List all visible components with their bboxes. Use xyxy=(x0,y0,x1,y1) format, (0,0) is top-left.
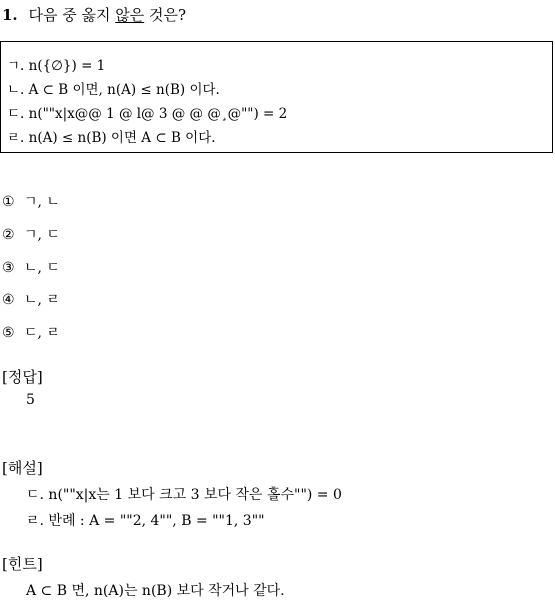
question-text-after: 것은? xyxy=(144,6,186,24)
choice-4-text: ㄴ, ㄹ xyxy=(24,292,60,308)
choice-2-text: ㄱ, ㄷ xyxy=(24,227,60,243)
explanation-line-2: ㄹ. 반례 : A = ""2, 4"", B = ""1, 3"" xyxy=(26,513,265,529)
choice-4-mark: ④ xyxy=(2,292,15,308)
choice-2-mark: ② xyxy=(2,227,15,243)
hint-text: A ⊂ B 면, n(A)는 n(B) 보다 작거나 같다. xyxy=(26,583,285,599)
explanation-line-1: ㄷ. n(""x|x는 1 보다 크고 3 보다 작은 홀수"") = 0 xyxy=(26,487,342,503)
question-line xyxy=(2,4,186,25)
question-number: 1. xyxy=(2,6,18,24)
question-text-before: 다음 중 옳지 xyxy=(28,6,116,24)
answer-value: 5 xyxy=(26,392,35,408)
statement-line-3: ㄷ. n(""x|x@@ 1 @ l@ 3 @ @ @¸@"") = 2 xyxy=(7,106,288,122)
answer-heading: [정답] xyxy=(2,368,43,386)
hint-heading: [힌트] xyxy=(2,555,43,573)
choice-1-mark: ① xyxy=(2,194,15,210)
choice-1-text: ㄱ, ㄴ xyxy=(24,194,60,210)
choice-3-mark: ③ xyxy=(2,260,15,276)
statement-line-4: ㄹ. n(A) ≤ n(B) 이면 A ⊂ B 이다. xyxy=(7,130,216,146)
statement-box xyxy=(0,41,553,153)
choice-5-mark: ⑤ xyxy=(2,325,15,341)
statement-line-2: ㄴ. A ⊂ B 이면, n(A) ≤ n(B) 이다. xyxy=(7,82,220,98)
choice-2[interactable] xyxy=(2,224,60,244)
choice-1[interactable] xyxy=(2,191,60,211)
choice-4[interactable] xyxy=(2,289,60,309)
choice-3-text: ㄴ, ㄷ xyxy=(24,260,60,276)
question-text-underlined: 않은 xyxy=(115,6,145,24)
explanation-heading: [해설] xyxy=(2,459,43,477)
choice-3[interactable] xyxy=(2,257,60,277)
statement-line-1: ㄱ. n({∅}) = 1 xyxy=(7,58,106,74)
choice-5-text: ㄷ, ㄹ xyxy=(24,325,60,341)
choice-5[interactable] xyxy=(2,322,60,342)
